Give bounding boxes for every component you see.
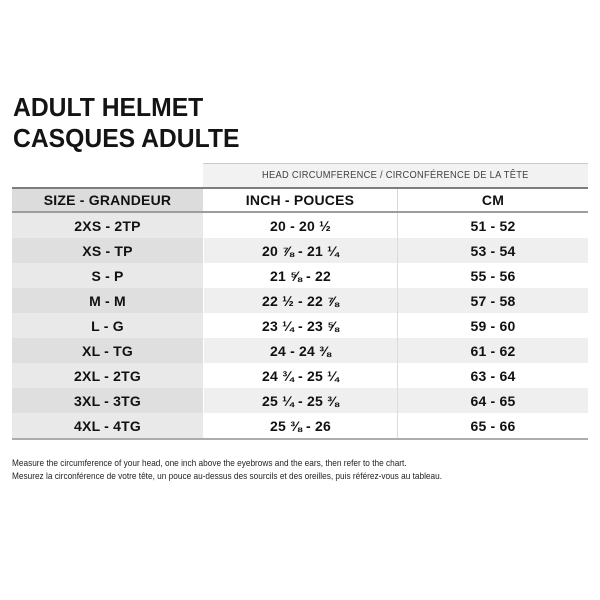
table-row: [12, 338, 588, 363]
inch-cell: 24 - 24 ⅜: [203, 338, 397, 363]
table-row: [12, 388, 588, 413]
cm-cell: 65 - 66: [397, 413, 588, 438]
inch-cell: 24 ¾ - 25 ¼: [203, 363, 397, 388]
head-circumference-banner: [203, 163, 588, 187]
size-cell: 2XS - 2TP: [12, 213, 203, 238]
column-header-size: SIZE - GRANDEUR: [12, 189, 203, 211]
page-title: [13, 92, 239, 154]
cm-cell: 57 - 58: [397, 288, 588, 313]
size-cell: S - P: [12, 263, 203, 288]
table-header-row: [12, 187, 588, 213]
page-title-en: ADULT HELMET: [13, 92, 204, 122]
column-header-cm: CM: [397, 189, 588, 211]
cm-cell: 61 - 62: [397, 338, 588, 363]
table-row: [12, 213, 588, 238]
inch-cell: 20 ⅞ - 21 ¼: [203, 238, 397, 263]
inch-cell: 21 ⅝ - 22: [203, 263, 397, 288]
measure-instructions-en: Measure the circumference of your head, one inch above the eyebrows and the ears, then refer to the chart.: [12, 458, 407, 469]
cm-cell: 59 - 60: [397, 313, 588, 338]
column-header-inch: INCH - POUCES: [203, 189, 397, 211]
table-row: [12, 313, 588, 338]
size-cell: XL - TG: [12, 338, 203, 363]
table-row: [12, 263, 588, 288]
table-row: [12, 238, 588, 263]
page-title-fr: CASQUES ADULTE: [13, 123, 240, 153]
size-cell: 4XL - 4TG: [12, 413, 203, 438]
inch-cell: 25 ¼ - 25 ⅜: [203, 388, 397, 413]
cm-cell: 51 - 52: [397, 213, 588, 238]
inch-cell: 23 ¼ - 23 ⅝: [203, 313, 397, 338]
size-cell: M - M: [12, 288, 203, 313]
size-cell: 2XL - 2TG: [12, 363, 203, 388]
measure-instructions: [12, 457, 442, 483]
size-cell: XS - TP: [12, 238, 203, 263]
table-row: [12, 288, 588, 313]
cm-cell: 53 - 54: [397, 238, 588, 263]
inch-cell: 25 ⅜ - 26: [203, 413, 397, 438]
table-row: [12, 363, 588, 388]
table-body: [12, 213, 588, 440]
head-circumference-banner-label: HEAD CIRCUMFERENCE / CIRCONFÉRENCE DE LA TÊTE: [262, 170, 529, 181]
inch-cell: 22 ½ - 22 ⅞: [203, 288, 397, 313]
inch-cell: 20 - 20 ½: [203, 213, 397, 238]
measure-instructions-fr: Mesurez la circonférence de votre tête, un pouce au-dessus des sourcils et des oreilles, puis référez-vous au tableau.: [12, 471, 443, 482]
cm-cell: 64 - 65: [397, 388, 588, 413]
cm-cell: 55 - 56: [397, 263, 588, 288]
cm-cell: 63 - 64: [397, 363, 588, 388]
size-cell: 3XL - 3TG: [12, 388, 203, 413]
table-row: [12, 413, 588, 438]
size-cell: L - G: [12, 313, 203, 338]
size-chart-table: [12, 163, 588, 440]
